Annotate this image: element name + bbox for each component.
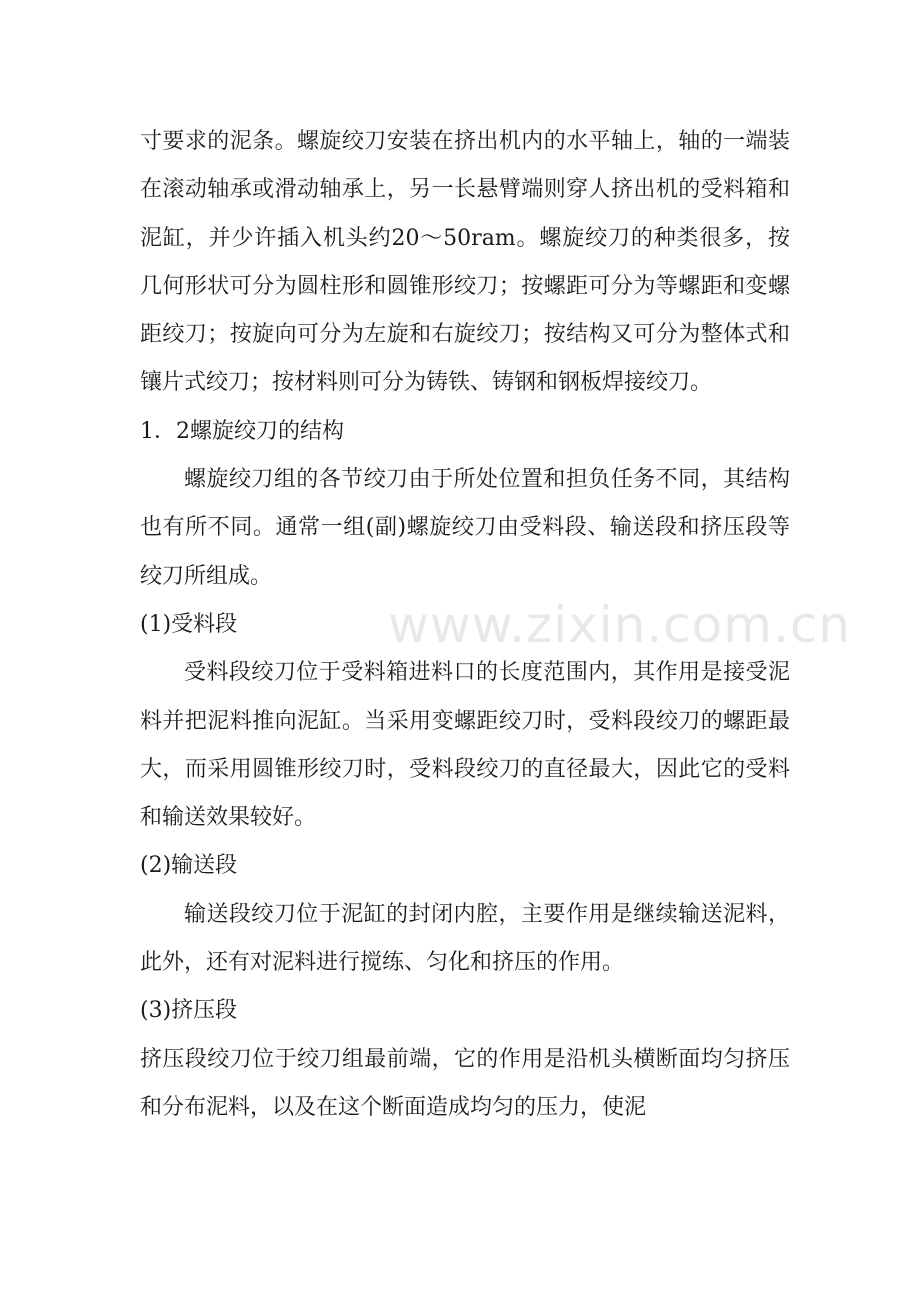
- paragraph-feed-section: 受料段绞刀位于受料箱进料口的长度范围内，其作用是接受泥料并把泥料推向泥缸。当采用变螺距绞刀时，受料段绞刀的螺距最大，而采用圆锥形绞刀时，受料段绞刀的直径最大，因此它的受料和输送效果较好。: [140, 660, 790, 831]
- subheading-extrusion-section: (3)挤压段: [140, 998, 238, 1024]
- subheading-conveying-section: (2)输送段: [140, 853, 238, 879]
- paragraph-conveying-section: 输送段绞刀位于泥缸的封闭内腔，主要作用是继续输送泥料，此外，还有对泥料进行搅练、匀化和挤压的作用。: [140, 901, 790, 976]
- paragraph-extrusion-section: 挤压段绞刀位于绞刀组最前端，它的作用是沿机头横断面均匀挤压和分布泥料，以及在这个断面造成均匀的压力，使泥: [140, 1046, 790, 1120]
- paragraph-screw-types: 寸要求的泥条。螺旋绞刀安装在挤出机内的水平轴上，轴的一端装在滚动轴承或滑动轴承上，另一长悬臂端则穿人挤出机的受料箱和泥缸，并少许插入机头约20～50ram。螺旋绞刀的种类很多，按几何形状可分为圆柱形和圆锥形绞刀；按螺距可分为等螺距和变螺距绞刀；按旋向可分为左旋和右旋绞刀；按结构又可分为整体式和镶片式绞刀；按材料则可分为铸铁、铸钢和钢板焊接绞刀。: [140, 129, 790, 396]
- document-body: [140, 118, 790, 1132]
- watermark-text: www.zixin.com.cn: [388, 596, 852, 654]
- subheading-feed-section: (1)受料段: [140, 611, 238, 637]
- section-heading-structure: 1．2螺旋绞刀的结构: [140, 418, 344, 444]
- paragraph-structure-intro: 螺旋绞刀组的各节绞刀由于所处位置和担负任务不同，其结构也有所不同。通常一组(副)螺旋绞刀由受料段、输送段和挤压段等绞刀所组成。: [140, 467, 790, 589]
